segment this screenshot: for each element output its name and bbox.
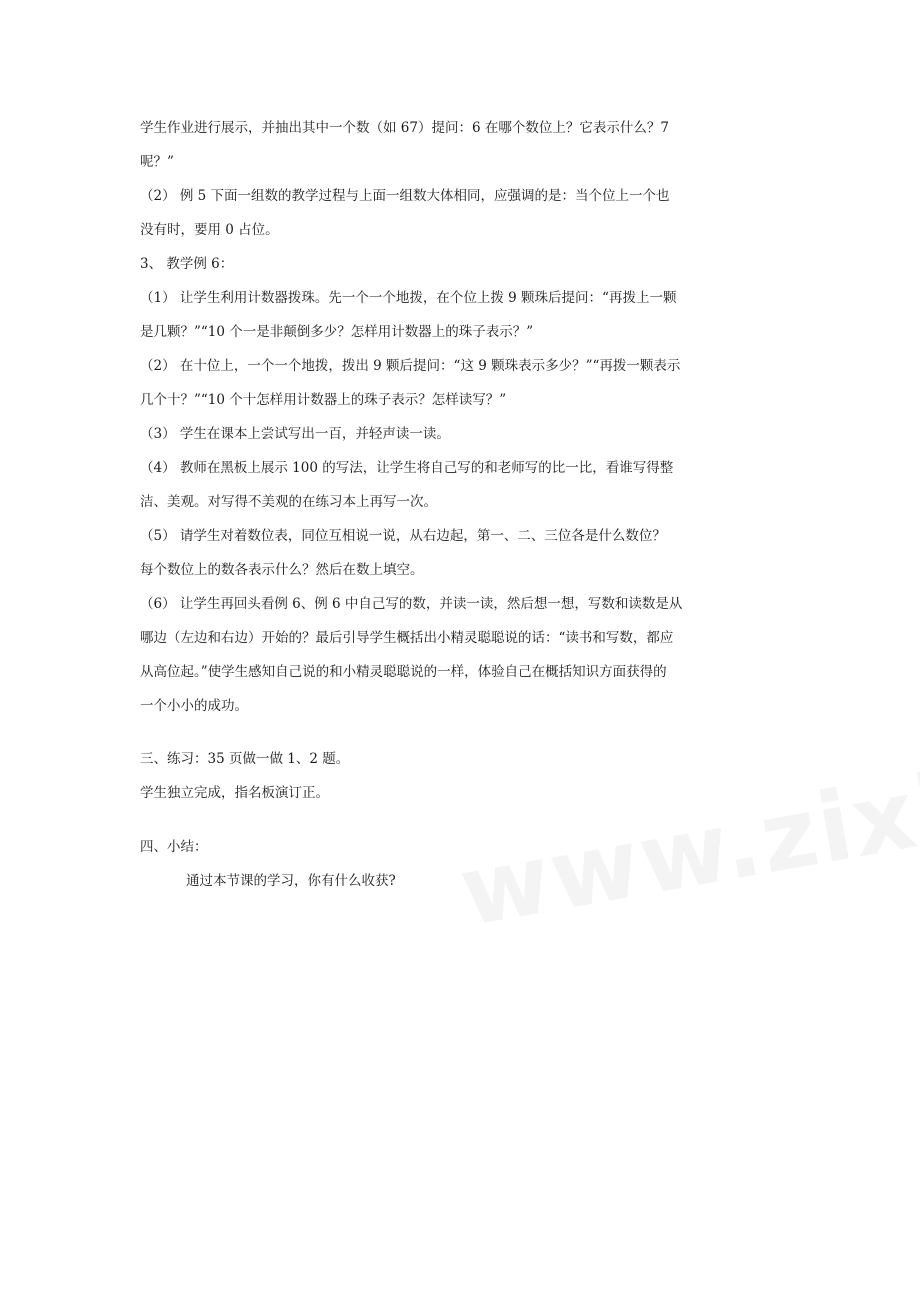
text-line: 洁、美观。对写得不美观的在练习本上再写一次。 (140, 494, 437, 510)
summary-body: 通过本节课的学习，你有什么收获? (186, 873, 396, 889)
text-line: 几个十？”“10 个十怎样用计数器上的珠子表示？怎样读写？” (140, 392, 507, 408)
watermark (452, 762, 910, 976)
practice-heading: 三、练习：35 页做一做 1、2 题。 (140, 751, 350, 767)
practice-body: 学生独立完成，指名板演订正。 (140, 785, 329, 801)
text-line: 一个小小的成功。 (140, 698, 248, 714)
text-line: （2） 例 5 下面一组数的教学过程与上面一组数大体相同，应强调的是：当个位上一个也 (140, 188, 670, 204)
text-line: 从高位起。”使学生感知自己说的和小精灵聪聪说的一样，体验自己在概括知识方面获得的 (140, 664, 667, 680)
text-line: 每个数位上的数各表示什么？然后在数上填空。 (140, 562, 424, 578)
text-line: 学生作业进行展示，并抽出其中一个数（如 67）提问：6 在哪个数位上？它表示什么？7 (140, 120, 669, 136)
text-line: （2） 在十位上，一个一个地拨，拨出 9 颗后提问：“这 9 颗珠表示多少？”“再拨一颗表示 (140, 358, 681, 374)
text-line: 哪边（左边和右边）开始的？最后引导学生概括出小精灵聪聪说的话：“读书和写数，都应 (140, 630, 674, 646)
text-line: （4） 教师在黑板上展示 100 的写法，让学生将自己写的和老师写的比一比，看谁写得整 (140, 460, 674, 476)
text-line: （3） 学生在课本上尝试写出一百，并轻声读一读。 (140, 426, 450, 442)
section-heading: 3、 教学例 6： (140, 256, 234, 272)
text-line: 没有时，要用 0 占位。 (140, 222, 279, 238)
text-line: （1） 让学生利用计数器拨珠。先一个一个地拨，在个位上拨 9 颗珠后提问：“再拨上一颗 (140, 290, 677, 306)
text-line: 呢？” (140, 154, 174, 170)
text-line: （5） 请学生对着数位表，同位互相说一说，从右边起，第一、二、三位各是什么数位？ (140, 528, 666, 544)
text-line: 是几颗？”“10 个一是非颠倒多少？怎样用计数器上的珠子表示？” (140, 324, 534, 340)
summary-heading: 四、小结： (140, 839, 208, 855)
text-line: （6） 让学生再回头看例 6、例 6 中自己写的数，并读一读，然后想一想，写数和读数是从 (140, 596, 683, 612)
